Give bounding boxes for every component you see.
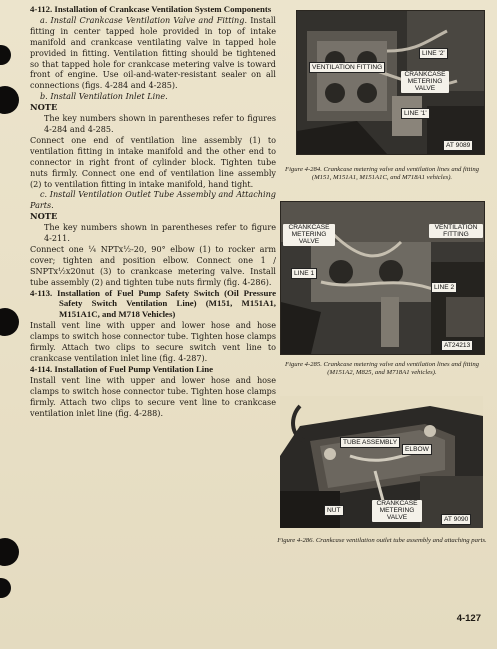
figure-4-284-photo — [296, 10, 485, 155]
note-text: The key numbers shown in parentheses refer to figure 4-211. — [44, 222, 276, 244]
subsection-c-title: c. Install Ventilation Outlet Tube Assembly and Attaching Parts. — [30, 189, 276, 211]
figure-code: AT 9089 — [443, 140, 473, 151]
subsection-a — [30, 15, 276, 91]
text-column — [30, 4, 276, 418]
binder-hole — [0, 578, 11, 598]
label-ventilation-fitting: VENTILATION FITTING — [309, 62, 385, 73]
section-4-112-heading: 4-112. Installation of Crankcase Ventilation System Components — [30, 4, 272, 14]
subsection-a-title: a. Install Crankcase Ventilation Valve and Fitting. — [40, 14, 248, 25]
figure-code: AT 9090 — [441, 514, 471, 525]
label-crankcase-metering-valve — [401, 71, 449, 93]
label-line-1: LINE 1 — [291, 268, 317, 279]
figure-4-285-photo — [280, 201, 485, 355]
section-4-114-heading: 4-114. Installation of Fuel Pump Ventilation Line — [30, 363, 214, 374]
label-ventilation-fitting — [429, 224, 483, 238]
label-line-2: LINE 2 — [431, 282, 457, 293]
page-number: 4-127 — [456, 613, 481, 624]
figure-4-285-caption: Figure 4-285. Crankcase metering valve and ventilation lines and fitting (M151A2, M825, and M718A1 vehicles). — [284, 361, 480, 377]
subsection-c-text: Connect one ¼ NPTx½-20, 90° elbow (1) to rocker arm cover; tighten and position elbow. Connect one 1 / SNPTx½x20nut (3) to crankcase metering valve. Install tube assembly (2) and tighten tube nuts firmly (fig. 4-286). — [30, 243, 276, 287]
note-text: The key numbers shown in parentheses refer to figures 4-284 and 4-285. — [44, 113, 276, 134]
figure-4-286-photo — [280, 396, 483, 528]
subsection-a-text: Install fitting in center tapped hole provided in top of intake manifold and crankcase ventilating valve in tapped hole provided in fitting. Ventilation fitting should be tightened so that tapped hole for crankcase metering valve is toward front of engine. Use oil-and-water-resistant sealer on all connections (figs. 4-284 and 4-285). — [30, 14, 277, 91]
subsection-b-text: Connect one end of ventilation line assembly (1) to ventilation fitting in intake manifold and the other end to connector in right front of cylinder block. Tighten tube nuts firmly. Connect one end of ventilation line assembly (2) to ventilation fitting in intake manifold, hand tight. — [30, 134, 276, 189]
binder-hole — [0, 308, 19, 336]
section-4-113-heading: 4-113. Installation of Fuel Pump Safety Switch (Oil Pressure Safety Switch Ventilation Line) (M151, M151A1, M151A1C, and M718 Vehicles) — [30, 287, 276, 320]
section-4-113-text: Install vent line with upper and lower hose and hose clamps to switch hose connector tube. Tighten hose clamps firmly. Attach two clips to secure switch vent line to crankcase ventilation inlet line (fig. 4-287). — [30, 320, 276, 363]
label-text: CRANKCASE METERING VALVE — [288, 224, 330, 246]
label-tube-assembly: TUBE ASSEMBLY — [340, 437, 400, 448]
note-heading: NOTE — [30, 102, 58, 113]
label-line-1: LINE '1' — [401, 108, 430, 119]
label-elbow: ELBOW — [402, 444, 432, 455]
subsection-b-title: b. Install Ventilation Inlet Line. — [40, 91, 168, 102]
label-nut: NUT — [324, 505, 344, 516]
label-line-2: LINE '2' — [419, 48, 448, 59]
label-text: CRANKCASE METERING VALVE — [404, 71, 446, 93]
label-crankcase-metering-valve — [372, 500, 422, 522]
binder-hole — [0, 45, 11, 65]
binder-hole — [0, 86, 19, 114]
note-heading: NOTE — [30, 211, 58, 222]
figure-4-284-caption: Figure 4-284. Crankcase metering valve and ventilation lines and fitting (M151, M151A1, M151A1C, and M718A1 vehicles). — [284, 166, 480, 182]
label-text: VENTILATION FITTING — [434, 224, 478, 239]
label-text: CRANKCASE METERING VALVE — [376, 500, 418, 522]
figure-code: AT24213 — [441, 340, 473, 351]
figure-4-286-caption: Figure 4-286. Crankcase ventilation outlet tube assembly and attaching parts. — [277, 537, 487, 544]
binder-hole — [0, 538, 19, 566]
section-4-114-text: Install vent line with upper and lower hose and hose clamps to switch hose connector tube. Tighten hose clamps firmly. Attach two clips to secure vent line to crankcase ventilation inlet line (fig. 4-288). — [30, 374, 276, 418]
engine-illustration — [297, 11, 484, 154]
label-crankcase-metering-valve — [283, 224, 335, 246]
